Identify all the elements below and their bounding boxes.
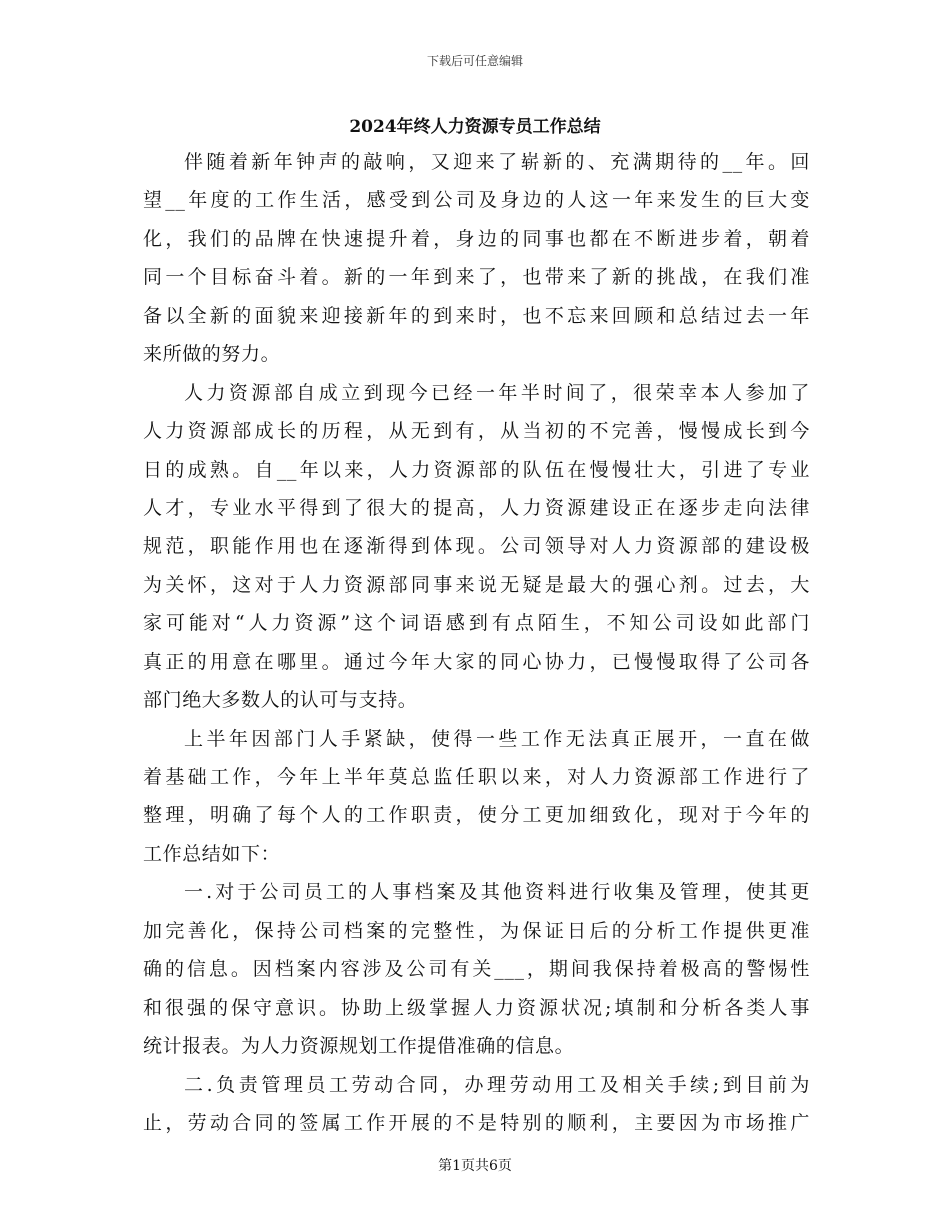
paragraph-3-line-2: 着基础工作，今年上半年莫总监任职以来，对人力资源部工作进行了 — [143, 766, 810, 788]
paragraph-4-line-2: 加完善化，保持公司档案的完整性，为保证日后的分析工作提供更准 — [143, 919, 810, 942]
paragraph-2-line-6: 为关怀，这对于人力资源部同事来说无疑是最大的强心剂。过去，大 — [143, 573, 810, 596]
paragraph-2-line-5: 规范，职能作用也在逐渐得到体现。公司领导对人力资源部的建设极 — [143, 535, 810, 558]
paragraph-3-line-3: 整理，明确了每个人的工作职责，使分工更加细致化，现对于今年的 — [143, 804, 810, 827]
paragraph-2-line-7: 家可能对“人力资源”这个词语感到有点陌生，不知公司设如此部门 — [143, 612, 810, 635]
paragraph-2-line-8: 真正的用意在哪里。通过今年大家的同心协力，已慢慢取得了公司各 — [143, 650, 810, 673]
paragraph-1-line-4: 同一个目标奋斗着。新的一年到来了，也带来了新的挑战，在我们准 — [143, 266, 810, 289]
paragraph-2-line-3: 日的成熟。自__年以来，人力资源部的队伍在慢慢壮大，引进了专业 — [143, 458, 810, 481]
page-header-note: 下载后可任意编辑 — [426, 54, 523, 68]
paragraph-1-line-6: 来所做的努力。 — [143, 343, 281, 366]
document-title: 2024年终人力资源专员工作总结 — [349, 117, 601, 137]
paragraph-2-line-9: 部门绝大多数人的认可与支持。 — [143, 689, 418, 712]
paragraph-2-line-1: 人力资源部自成立到现今已经一年半时间了，很荣幸本人参加了 — [184, 381, 810, 404]
paragraph-2-line-2: 人力资源部成长的历程，从无到有，从当初的不完善，慢慢成长到今 — [143, 420, 810, 443]
paragraph-4-line-1: 一.对于公司员工的人事档案及其他资料进行收集及管理，使其更 — [184, 881, 810, 904]
page-number-footer: 第1页共6页 — [438, 1158, 512, 1174]
paragraph-3-line-4: 工作总结如下： — [143, 842, 281, 865]
paragraph-3-line-1: 上半年因部门人手紧缺，使得一些工作无法真正展开，一直在做 — [184, 727, 810, 750]
document-body — [143, 143, 810, 1142]
paragraph-1-line-5: 备以全新的面貌来迎接新年的到来时，也不忘来回顾和总结过去一年 — [143, 304, 810, 327]
paragraph-1-line-1: 伴随着新年钟声的敲响，又迎来了崭新的、充满期待的__年。回 — [184, 151, 810, 173]
paragraph-1-line-2: 望__年度的工作生活，感受到公司及身边的人这一年来发生的巨大变 — [143, 189, 810, 212]
paragraph-1-line-3: 化，我们的品牌在快速提升着，身边的同事也都在不断进步着，朝着 — [143, 227, 810, 250]
paragraph-5-line-2: 止，劳动合同的签属工作开展的不是特别的顺利，主要因为市场推广 — [143, 1111, 810, 1134]
paragraph-4-line-5: 统计报表。为人力资源规划工作提借准确的信息。 — [143, 1035, 575, 1058]
paragraph-4-line-3: 确的信息。因档案内容涉及公司有关___，期间我保持着极高的警惕性 — [143, 958, 810, 981]
paragraph-2-line-4: 人才，专业水平得到了很大的提高，人力资源建设正在逐步走向法律 — [143, 496, 810, 519]
paragraph-4-line-4: 和很强的保守意识。协助上级掌握人力资源状况;填制和分析各类人事 — [143, 996, 810, 1019]
paragraph-5-line-1: 二.负责管理员工劳动合同，办理劳动用工及相关手续;到目前为 — [184, 1073, 810, 1096]
